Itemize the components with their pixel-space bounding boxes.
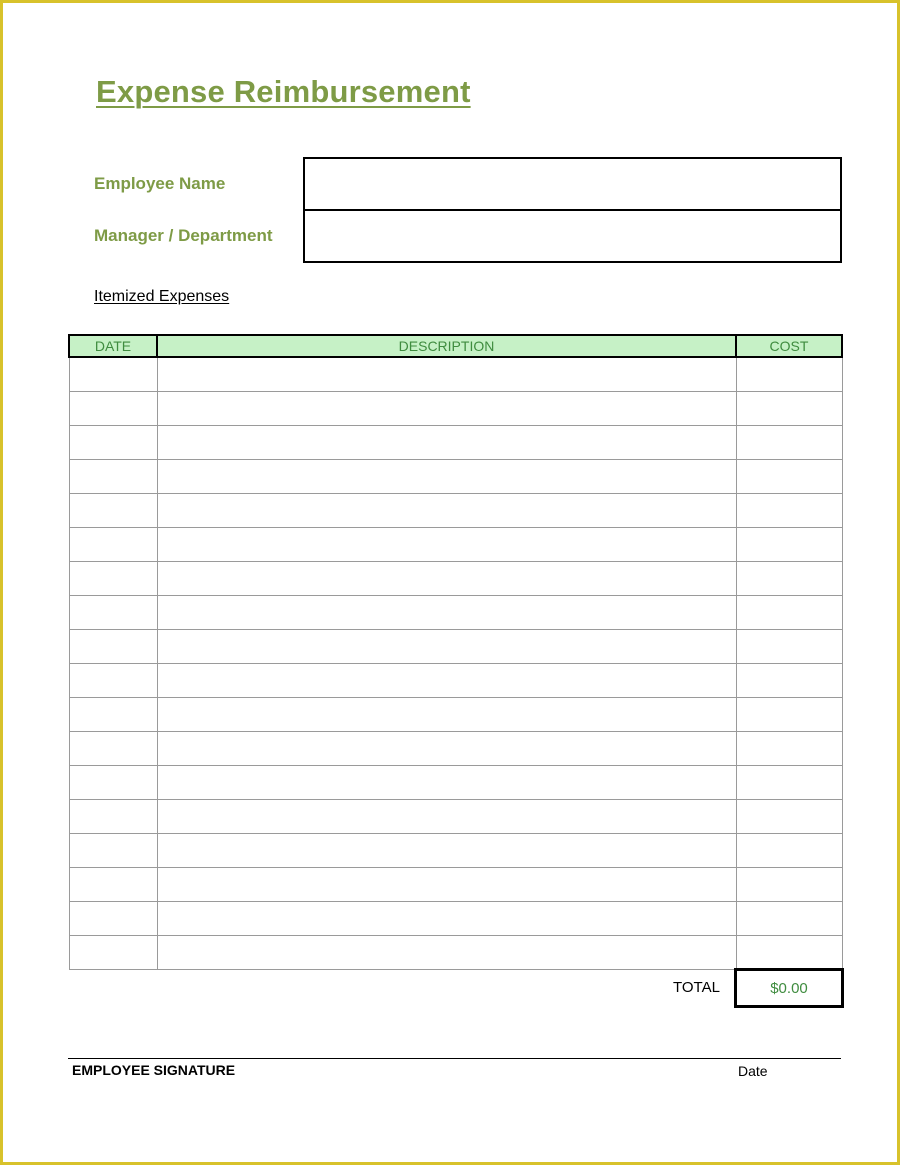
date-cell[interactable] [69,800,157,834]
cost-cell[interactable] [736,766,842,800]
date-cell[interactable] [69,596,157,630]
cost-cell[interactable] [736,936,842,970]
total-value: $0.00 [734,968,844,1008]
table-header-row [69,335,842,357]
date-cell[interactable] [69,664,157,698]
description-cell[interactable] [157,528,736,562]
table-row [69,868,842,902]
date-cell[interactable] [69,392,157,426]
description-cell[interactable] [157,834,736,868]
cost-cell[interactable] [736,528,842,562]
date-cell[interactable] [69,868,157,902]
table-row [69,936,842,970]
cost-cell[interactable] [736,800,842,834]
description-cell[interactable] [157,868,736,902]
table-row [69,494,842,528]
table-row [69,596,842,630]
table-row [69,460,842,494]
cost-cell[interactable] [736,596,842,630]
cost-cell[interactable] [736,664,842,698]
date-cell[interactable] [69,494,157,528]
manager-department-field[interactable] [303,209,842,263]
cost-cell[interactable] [736,460,842,494]
description-cell[interactable] [157,494,736,528]
page-title: Expense Reimbursement [96,74,471,109]
table-row [69,766,842,800]
date-cell[interactable] [69,766,157,800]
description-column-header: DESCRIPTION [157,335,736,357]
table-row [69,834,842,868]
expense-rows [69,357,842,970]
description-cell[interactable] [157,357,736,392]
date-cell[interactable] [69,426,157,460]
manager-department-label: Manager / Department [94,226,273,245]
table-row [69,630,842,664]
cost-cell[interactable] [736,868,842,902]
table-row [69,426,842,460]
date-cell[interactable] [69,902,157,936]
cost-cell[interactable] [736,426,842,460]
signature-date-label: Date [738,1063,768,1079]
table-row [69,562,842,596]
description-cell[interactable] [157,426,736,460]
cost-cell[interactable] [736,902,842,936]
description-cell[interactable] [157,630,736,664]
cost-cell[interactable] [736,562,842,596]
date-cell[interactable] [69,732,157,766]
description-cell[interactable] [157,596,736,630]
description-cell[interactable] [157,460,736,494]
cost-cell[interactable] [736,698,842,732]
cost-cell[interactable] [736,392,842,426]
date-cell[interactable] [69,698,157,732]
cost-cell[interactable] [736,357,842,392]
description-cell[interactable] [157,664,736,698]
date-cell[interactable] [69,460,157,494]
total-label: TOTAL [673,979,720,996]
cost-cell[interactable] [736,834,842,868]
employee-name-label: Employee Name [94,174,226,193]
itemized-expenses-heading: Itemized Expenses [94,288,230,305]
table-row [69,528,842,562]
date-column-header: DATE [69,335,157,357]
date-cell[interactable] [69,357,157,392]
table-row [69,357,842,392]
date-cell[interactable] [69,630,157,664]
cost-cell[interactable] [736,630,842,664]
cost-cell[interactable] [736,732,842,766]
table-row [69,664,842,698]
table-row [69,732,842,766]
description-cell[interactable] [157,392,736,426]
description-cell[interactable] [157,732,736,766]
signature-line [68,1058,841,1059]
employee-signature-label: EMPLOYEE SIGNATURE [72,1062,236,1078]
cost-cell[interactable] [736,494,842,528]
description-cell[interactable] [157,800,736,834]
description-cell[interactable] [157,902,736,936]
date-cell[interactable] [69,936,157,970]
table-row [69,902,842,936]
description-cell[interactable] [157,698,736,732]
table-row [69,698,842,732]
table-row [69,800,842,834]
date-cell[interactable] [69,528,157,562]
table-row [69,392,842,426]
date-cell[interactable] [69,834,157,868]
expense-table [68,334,843,970]
description-cell[interactable] [157,766,736,800]
date-cell[interactable] [69,562,157,596]
description-cell[interactable] [157,936,736,970]
description-cell[interactable] [157,562,736,596]
employee-name-field[interactable] [303,157,842,211]
cost-column-header: COST [736,335,842,357]
